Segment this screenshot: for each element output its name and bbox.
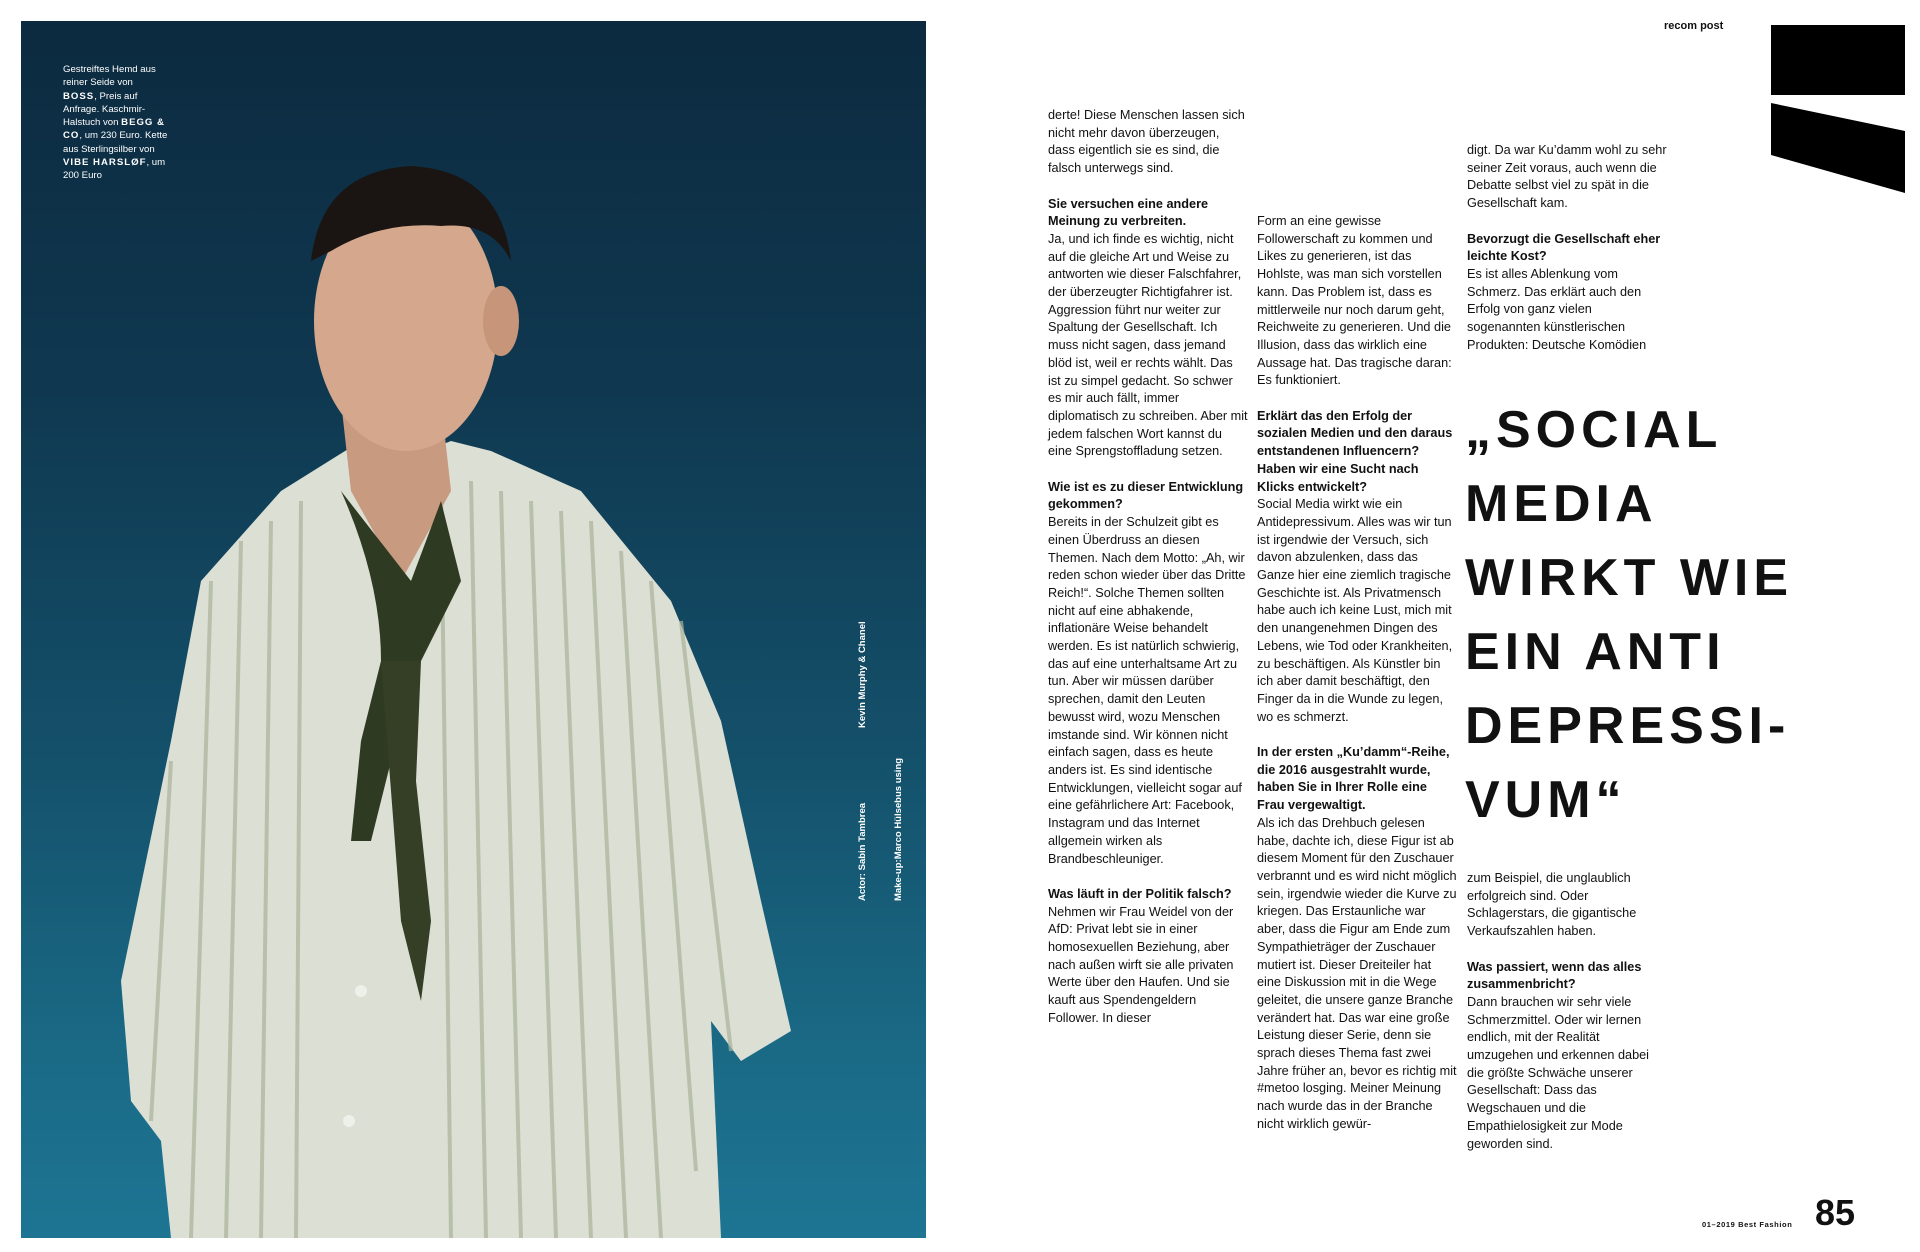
interview-question: Sie versuchen eine andere Meinung zu verbreiten. — [1048, 196, 1209, 229]
text-column-1 — [1048, 107, 1248, 1045]
paragraph: Dann brauchen wir sehr viele Schmerzmittel. Oder wir lernen endlich, mit der Realität umzugehen und erkennen dabei die größte Schwäche unserer Gesellschaft: Dass das Wegschauen und die Empathielosigkeit zur Mode geworden sind. — [1467, 994, 1649, 1151]
paragraph: Es ist alles Ablenkung vom Schmerz. Das erklärt auch den Erfolg von ganz vielen sogenannten künstlerischen Produkten: Deutsche Komödien — [1467, 266, 1647, 352]
interview-question: Erklärt das den Erfolg der sozialen Medien und den daraus entstandenen Influencern? Haben wir eine Sucht nach Klicks entwickelt? — [1257, 408, 1453, 494]
text-column-3 — [1467, 142, 1667, 372]
paragraph: Als ich das Drehbuch gelesen habe, dachte ich, diese Figur ist ab diesem Moment für den Zuschauer verbrannt und es wird nicht möglich sein, irgendwie wieder die Kurve zu kriegen. Das Erstaunliche war aber, dass die Figur am Ende zum Sympathieträger der Zuschauer mutiert ist. Dieser Dreiteiler hat eine Diskussion mit in die Wege geleitet, die unsere ganze Branche verändert hat. Das war eine große Leistung dieser Serie, denn sie sprach dieses Thema fast zwei Jahre früher an, bevor es richtig mit #metoo losging. Meiner Meinung nach wurde das in der Branche nicht wirklich gewür- — [1257, 815, 1457, 1131]
interview-question: Was passiert, wenn das alles zusammenbricht? — [1467, 959, 1642, 992]
issue-label: 01–2019 Best Fashion — [1702, 1220, 1793, 1229]
pull-quote-line: EIN ANTI — [1465, 623, 1726, 681]
pull-quote-line: DEPRESSI- — [1465, 697, 1791, 755]
photo-caption: Gestreiftes Hemd aus reiner Seide von BOSS, Preis auf Anfrage. Kaschmir-Halstuch von BEGG & CO, um 230 Euro. Kette aus Sterlingsilber von VIBE HARSLØF, um 200 Euro — [63, 64, 168, 182]
paragraph: derte! Diese Menschen lassen sich nicht mehr davon überzeugen, dass eigentlich sie es sind, die falsch unterwegs sind. — [1048, 108, 1245, 176]
interview-question: Bevorzugt die Gesellschaft eher leichte Kost? — [1467, 231, 1661, 264]
paragraph: zum Beispiel, die unglaublich erfolgreich sind. Oder Schlagerstars, die gigantische Verkaufszahlen haben. — [1467, 871, 1637, 939]
side-credit-makeup: Make-up:Marco Hülsebus using — [893, 757, 904, 901]
interview-question: Was läuft in der Politik falsch? — [1048, 886, 1232, 901]
pull-quote-line: WIRKT WIE — [1465, 549, 1794, 607]
text-column-2 — [1257, 213, 1457, 1151]
paragraph: Form an eine gewisse Followerschaft zu kommen und Likes zu generieren, ist das Hohlste, was man sich vorstellen kann. Das Problem ist, dass es mittlerweile nur noch darum geht, Reichweite zu generieren. Und die Illusion, dass das wirklich eine Aussage hat. Das tragische daran: Es funktioniert. — [1257, 214, 1452, 388]
side-credit-actor: Actor: Sabin Tambrea — [857, 802, 868, 901]
section-label: recom post — [1664, 20, 1724, 32]
pull-quote-line: MEDIA — [1465, 475, 1658, 533]
portrait-illustration — [21, 21, 926, 1238]
pull-quote-line: „SOCIAL — [1465, 401, 1723, 459]
pull-quote-line: VUM“ — [1465, 771, 1627, 829]
paragraph: digt. Da war Ku’damm wohl zu sehr seiner Zeit voraus, auch wenn die Debatte selbst viel zu spät in die Gesellschaft kam. — [1467, 143, 1667, 211]
cover-photo — [21, 21, 926, 1238]
text-column-3-continued — [1467, 870, 1667, 1171]
paragraph: Nehmen wir Frau Weidel von der AfD: Privat lebt sie in einer homosexuellen Beziehung, aber nach außen wirft sie alle privaten Werte über den Haufen. Und sie kauft aus Spendengeldern Follower. In dieser — [1048, 904, 1234, 1025]
interview-question: In der ersten „Ku’damm“-Reihe, die 2016 ausgestrahlt wurde, haben Sie in Ihrer Rolle eine Frau vergewaltigt. — [1257, 745, 1450, 813]
paragraph: Ja, und ich finde es wichtig, nicht auf die gleiche Art und Weise zu antworten wie dieser Falschfahrer, der überzeugter Richtigfahrer ist. Aggression führt nur weiter zur Spaltung der Gesellschaft. Ich muss nicht sagen, dass jemand blöd ist, weil er rechts wählt. Das ist zu simpel gedacht. So schwer es mir auch fällt, immer diplomatisch zu schreiben. Aber mit jedem falschen Wort kannst du eine Sprengstoffladung setzen. — [1048, 231, 1248, 459]
side-credit-stylist: Kevin Murphy & Chanel — [857, 621, 868, 728]
paragraph: Bereits in der Schulzeit gibt es einen Überdruss an diesen Themen. Nach dem Motto: „Ah, wir reden schon wieder über das Dritte Reich!“. Solche Themen sollten nicht auf eine abhakende, inflationäre Weise behandelt werden. Es ist natürlich schwierig, das auf eine unterhaltsame Art zu tun. Aber wir müssen darüber sprechen, damit den Leuten bewusst wird, wozu Menschen imstande sind. Wir können nicht einfach sagen, dass es heute anders ist. Es sind identische Entwicklungen, vielleicht sogar auf eine gefährlichere Art: Facebook, Instagram und das Internet allgemein wirken als Brandbeschleuniger. — [1048, 515, 1246, 866]
page-number: 85 — [1815, 1192, 1856, 1233]
brand-logo-icon — [1771, 25, 1905, 193]
paragraph: Social Media wirkt wie ein Antidepressivum. Alles was wir tun ist irgendwie der Versuch, sich davon abzulenken, dass das Ganze hier eine ziemlich tragische Geschichte ist. Als Privatmensch habe auch ich keine Lust, mich mit den unangenehmen Dingen des Lebens, wie Tod oder Krankheiten, zu beschäftigen. Als Künstler bin ich aber damit beschäftigt, den Finger da in die Wunde zu legen, wo es schmerzt. — [1257, 497, 1453, 724]
pull-quote — [1465, 393, 1793, 837]
interview-question: Wie ist es zu dieser Entwicklung gekommen? — [1048, 479, 1244, 512]
